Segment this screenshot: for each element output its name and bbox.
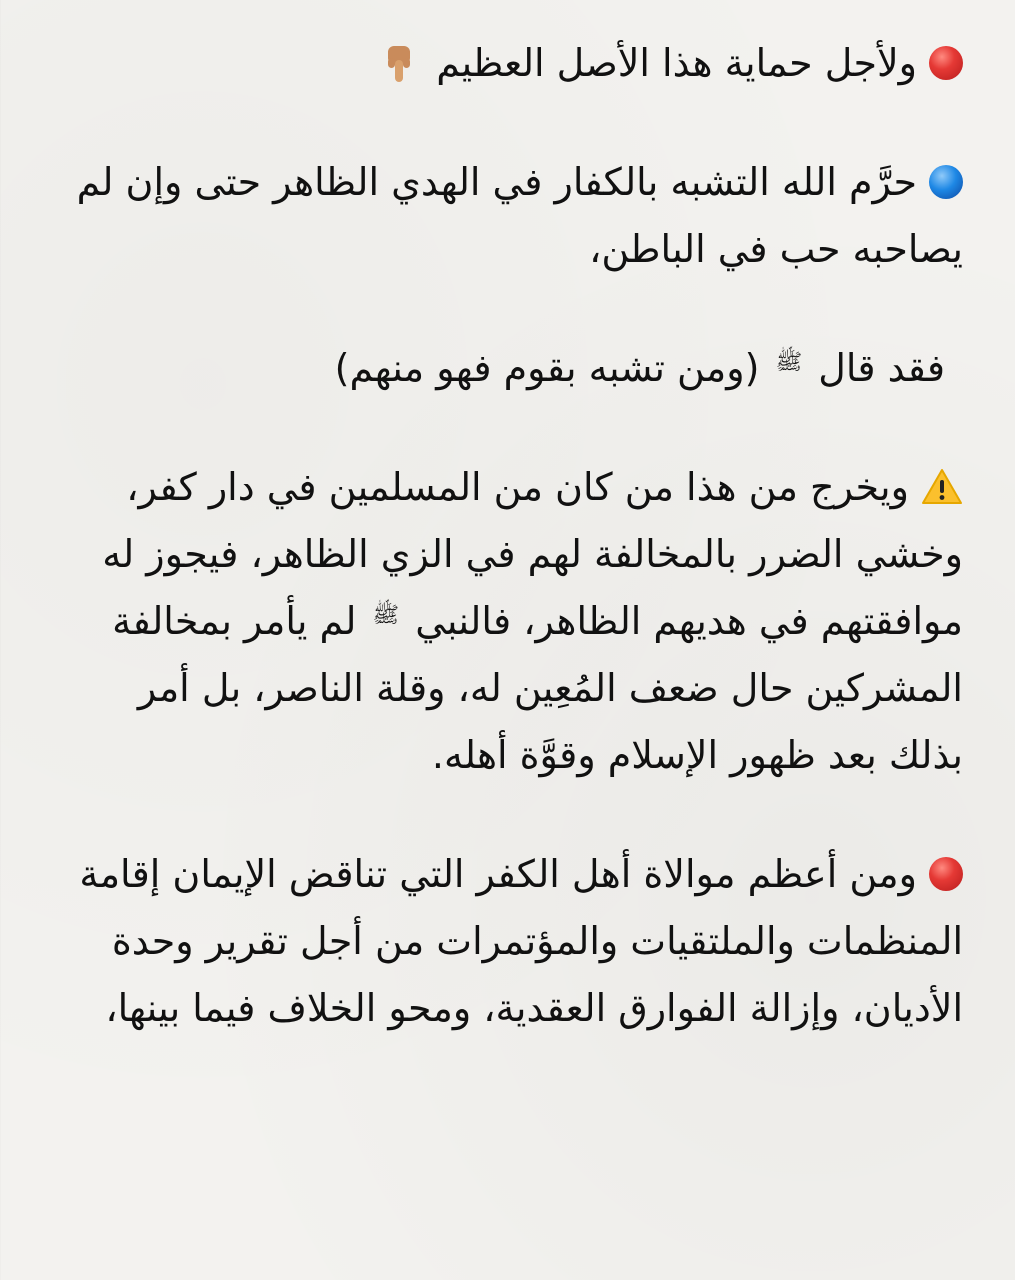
paragraph-4 [60, 454, 963, 789]
warning-icon [921, 468, 963, 506]
paragraph-5 [60, 841, 963, 1042]
paragraph-3 [60, 335, 963, 402]
backhand-index-pointing-down-icon [382, 44, 416, 84]
paragraph-1-text: ولأجل حماية هذا الأصل العظيم [436, 41, 917, 85]
paragraph-4-text-before: ويخرج من هذا من كان من المسلمين في دار كفر، وخشي الضرر بالمخالفة لهم في الزي الظاهر، فيجوز له موافقتهم في هديهم الظاهر، فالنبي [102, 465, 963, 643]
paragraph-2 [60, 149, 963, 283]
paragraph-1 [60, 30, 963, 97]
red-circle-icon [929, 857, 963, 891]
document-page [60, 30, 963, 1042]
blue-circle-icon [929, 165, 963, 199]
paragraph-5-text: ومن أعظم موالاة أهل الكفر التي تناقض الإيمان إقامة المنظمات والملتقيات والمؤتمرات من أجل تقرير وحدة الأديان، وإزالة الفوارق العقدية، ومحو الخلاف فيما بينها، [79, 852, 963, 1030]
paragraph-2-text: حرَّم الله التشبه بالكفار في الهدي الظاهر حتى وإن لم يصاحبه حب في الباطن، [76, 160, 963, 271]
salawat-ligature-2: ﷺ [372, 603, 400, 628]
paragraph-4-text-after: لم يأمر بمخالفة المشركين حال ضعف المُعِين له، وقلة الناصر، بل أمر بذلك بعد ظهور الإسلام وقوَّة أهله. [112, 599, 963, 777]
salawat-ligature: ﷺ [775, 350, 803, 375]
hadith-quote: (ومن تشبه بقوم فهو منهم) [334, 346, 760, 390]
red-circle-icon [929, 46, 963, 80]
paragraph-3-text-before: فقد قال [818, 346, 945, 390]
